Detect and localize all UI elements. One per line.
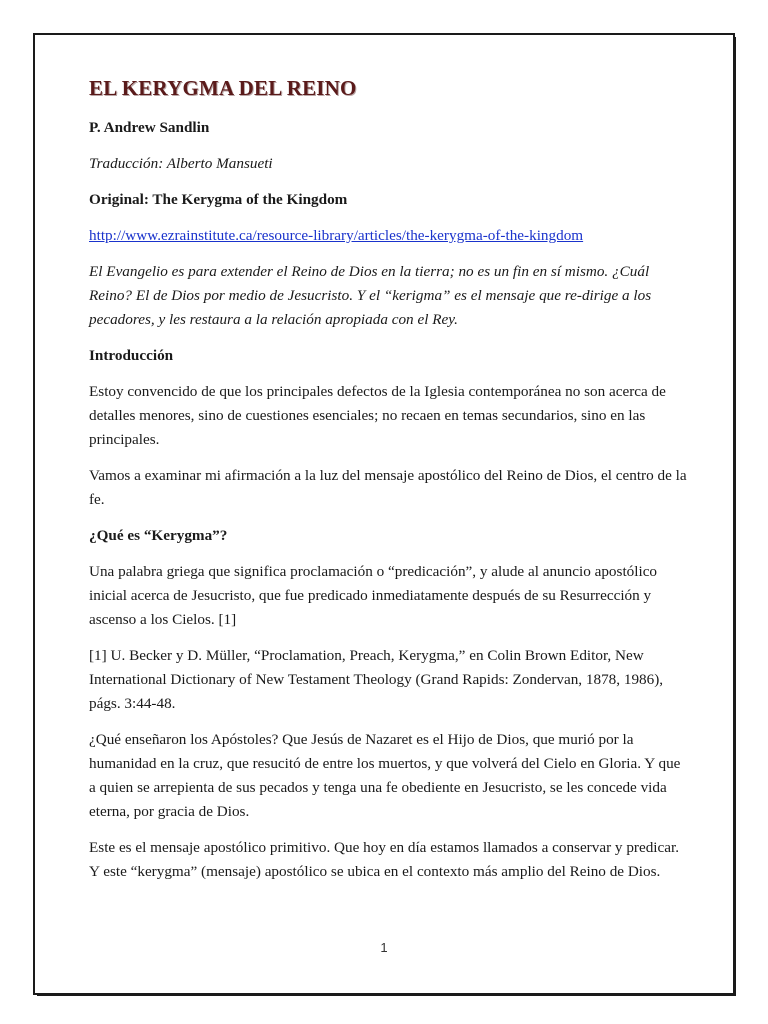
translation-credit: Traducción: Alberto Mansueti xyxy=(89,155,273,172)
abstract-paragraph: El Evangelio es para extender el Reino de Dios en la tierra; no es un fin en sí mismo. ¿Cuál Reino? El de Dios por medio de Jesucristo. Y el “kerigma” es el mensaje que re-dirige a los pecadores, y les restaura a la relación apropiada con el Rey. xyxy=(89,263,652,328)
page-number: 1 xyxy=(380,940,388,955)
paragraph: ¿Qué enseñaron los Apóstoles? Que Jesús de Nazaret es el Hijo de Dios, que murió por la humanidad en la cruz, que resucitó de entre los muertos, y que volverá del Cielo en Gloria. Y que a quien se arrepienta de sus pecados y tenga una fe obediente en Jesucristo, se les concede vida eterna, por gracia de Dios. xyxy=(89,731,681,820)
paragraph: Vamos a examinar mi afirmación a la luz del mensaje apostólico del Reino de Dios, el centro de la fe. xyxy=(89,467,687,508)
source-link[interactable]: http://www.ezrainstitute.ca/resource-library/articles/the-kerygma-of-the-kingdom xyxy=(89,227,584,244)
document-body xyxy=(89,70,689,896)
paragraph: Este es el mensaje apostólico primitivo. Que hoy en día estamos llamados a conservar y predicar. Y este “kerygma” (mensaje) apostólico se ubica en el contexto más amplio del Reino de Dios. xyxy=(89,839,680,880)
author-name: P. Andrew Sandlin xyxy=(89,119,210,136)
paragraph: Estoy convencido de que los principales defectos de la Iglesia contemporánea no son acerca de detalles menores, sino de cuestiones esenciales; no recaen en temas secundarios, sino en las principales. xyxy=(89,383,666,448)
section-heading-introduccion: Introducción xyxy=(89,347,174,364)
original-title: Original: The Kerygma of the Kingdom xyxy=(89,191,348,208)
paragraph: Una palabra griega que significa proclamación o “predicación”, y alude al anuncio apostólico inicial acerca de Jesucristo, que fue predicado inmediatamente después de su Resurrección y ascenso a los Cielos. [1] xyxy=(89,563,658,628)
document-title: EL KERYGMA DEL REINO xyxy=(89,76,357,100)
footnote-paragraph: [1] U. Becker y D. Müller, “Proclamation, Preach, Kerygma,” en Colin Brown Editor, New International Dictionary of New Testament Theology (Grand Rapids: Zondervan, 1878, 1986), págs. 3:44-48. xyxy=(89,647,664,712)
section-heading-kerygma: ¿Qué es “Kerygma”? xyxy=(89,527,228,544)
